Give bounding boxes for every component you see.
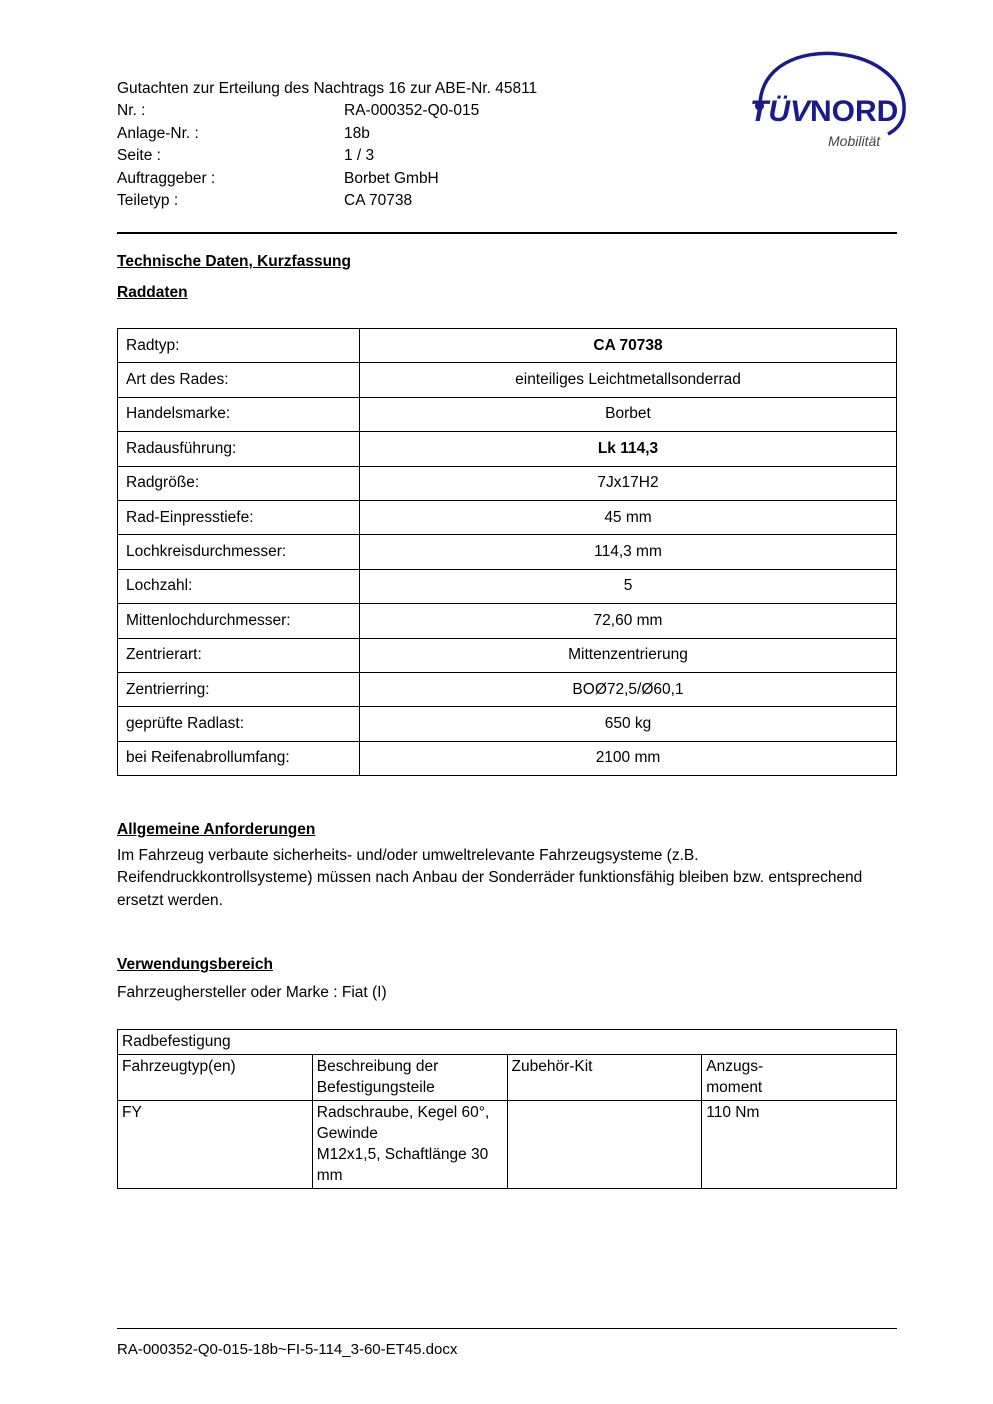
column-header-anzugsmoment-line2: moment <box>706 1078 763 1096</box>
section-heading-verwendungsbereich: Verwendungsbereich <box>117 956 273 974</box>
raddaten-value-radtyp: CA 70738 <box>360 329 897 363</box>
table-row <box>118 569 897 603</box>
table-row <box>118 397 897 431</box>
header-row-seite <box>117 145 897 167</box>
raddaten-value-radgroesse: 7Jx17H2 <box>360 466 897 500</box>
document-header <box>117 78 897 212</box>
svg-text:Mobilität: Mobilität <box>828 133 881 149</box>
header-label-teiletyp: Teiletyp : <box>117 192 179 210</box>
table-row <box>118 466 897 500</box>
header-value-teiletyp: CA 70738 <box>344 192 413 210</box>
table-row <box>118 638 897 672</box>
header-row-anlage-nr <box>117 123 897 145</box>
raddaten-value-rad-einpresstiefe: 45 mm <box>360 500 897 534</box>
svg-text:TÜV: TÜV <box>750 95 810 128</box>
table-row <box>118 1100 897 1188</box>
radbefestigung-table <box>117 1029 897 1189</box>
header-divider <box>117 232 897 234</box>
document-content <box>117 78 897 212</box>
raddaten-key-mittenlochdurchmesser: Mittenlochdurchmesser: <box>118 604 360 638</box>
raddaten-value-geprueffte-radlast: 650 kg <box>360 707 897 741</box>
column-header-beschreibung: Beschreibung der Befestigungsteile <box>312 1054 507 1100</box>
raddaten-key-lochkreisdurchmesser: Lochkreisdurchmesser: <box>118 535 360 569</box>
table-row <box>118 672 897 706</box>
header-value-auftraggeber: Borbet GmbH <box>344 169 439 187</box>
raddaten-value-reifenabrollumfang: 2100 mm <box>360 741 897 775</box>
header-value-seite: 1 / 3 <box>344 147 375 165</box>
header-value-anlage-nr: 18b <box>344 124 370 142</box>
section-heading-raddaten: Raddaten <box>117 284 188 301</box>
header-title: Gutachten zur Erteilung des Nachtrags 16 zur ABE-Nr. 45811 <box>117 80 538 97</box>
raddaten-value-handelsmarke: Borbet <box>360 397 897 431</box>
header-value-nr: RA-000352-Q0-015 <box>344 102 480 120</box>
raddaten-value-lochkreisdurchmesser: 114,3 mm <box>360 535 897 569</box>
raddaten-value-lochzahl: 5 <box>360 569 897 603</box>
header-label-anlage-nr: Anlage-Nr. : <box>117 124 199 142</box>
header-row-auftraggeber <box>117 168 897 190</box>
raddaten-value-mittenlochdurchmesser: 72,60 mm <box>360 604 897 638</box>
header-label-seite: Seite : <box>117 147 161 165</box>
table-row <box>118 500 897 534</box>
cell-beschreibung-line2: M12x1,5, Schaftlänge 30 mm <box>316 1145 489 1184</box>
cell-zubehoer-kit <box>507 1100 702 1188</box>
table-row <box>118 741 897 775</box>
section-heading-allgemeine-anforderungen: Allgemeine Anforderungen <box>117 821 316 839</box>
column-header-zubehoer-kit: Zubehör-Kit <box>507 1054 702 1100</box>
allgemeine-anforderungen-text: Im Fahrzeug verbaute sicherheits- und/oder umweltrelevante Fahrzeugsysteme (z.B. Reifendruckkontrollsysteme) müssen nach Anbau der Sonderräder funktionsfähig bleiben bzw. entsprechend ersetzt werden. <box>117 847 863 909</box>
header-label-nr: Nr. : <box>117 102 146 120</box>
cell-fahrzeugtyp: FY <box>118 1100 313 1188</box>
raddaten-value-radausfuehrung: Lk 114,3 <box>360 432 897 466</box>
raddaten-value-art-des-rades: einteiliges Leichtmetallsonderrad <box>360 363 897 397</box>
fahrzeughersteller-line: Fahrzeughersteller oder Marke : Fiat (I) <box>117 984 387 1002</box>
column-header-fahrzeugtyp: Fahrzeugtyp(en) <box>118 1054 313 1100</box>
column-header-anzugsmoment-line1: Anzugs- <box>706 1057 764 1075</box>
header-label-auftraggeber: Auftraggeber : <box>117 169 216 187</box>
raddaten-key-zentrierart: Zentrierart: <box>118 638 360 672</box>
cell-anzugsmoment: 110 Nm <box>702 1100 897 1188</box>
header-row-nr <box>117 100 897 122</box>
column-header-anzugsmoment <box>702 1054 897 1100</box>
cell-beschreibung-line1: Radschraube, Kegel 60°, Gewinde <box>316 1103 490 1142</box>
raddaten-key-radgroesse: Radgröße: <box>118 466 360 500</box>
raddaten-key-handelsmarke: Handelsmarke: <box>118 397 360 431</box>
raddaten-value-zentrierart: Mittenzentrierung <box>360 638 897 672</box>
document-body <box>117 252 897 1189</box>
raddaten-key-lochzahl: Lochzahl: <box>118 569 360 603</box>
table-row <box>118 535 897 569</box>
raddaten-key-geprueffte-radlast: geprüfte Radlast: <box>118 707 360 741</box>
header-row-teiletyp <box>117 190 897 212</box>
svg-text:NORD: NORD <box>810 95 899 128</box>
raddaten-key-zentrierring: Zentrierring: <box>118 672 360 706</box>
table-row-title <box>118 1029 897 1054</box>
cell-beschreibung <box>312 1100 507 1188</box>
raddaten-key-radtyp: Radtyp: <box>118 329 360 363</box>
raddaten-table <box>117 328 897 776</box>
raddaten-key-radausfuehrung: Radausführung: <box>118 432 360 466</box>
table-row <box>118 604 897 638</box>
table-row-header <box>118 1054 897 1100</box>
raddaten-key-art-des-rades: Art des Rades: <box>118 363 360 397</box>
raddaten-key-reifenabrollumfang: bei Reifenabrollumfang: <box>118 741 360 775</box>
table-row <box>118 329 897 363</box>
raddaten-key-rad-einpresstiefe: Rad-Einpresstiefe: <box>118 500 360 534</box>
table-row <box>118 363 897 397</box>
footer-filename: RA-000352-Q0-015-18b~FI-5-114_3-60-ET45.docx <box>117 1341 458 1358</box>
raddaten-value-zentrierring: BOØ72,5/Ø60,1 <box>360 672 897 706</box>
footer-divider <box>117 1328 897 1329</box>
section-heading-technische-daten: Technische Daten, Kurzfassung <box>117 253 351 270</box>
table-row <box>118 707 897 741</box>
header-meta-rows <box>117 100 897 212</box>
radbefestigung-title: Radbefestigung <box>118 1029 897 1054</box>
table-row <box>118 432 897 466</box>
